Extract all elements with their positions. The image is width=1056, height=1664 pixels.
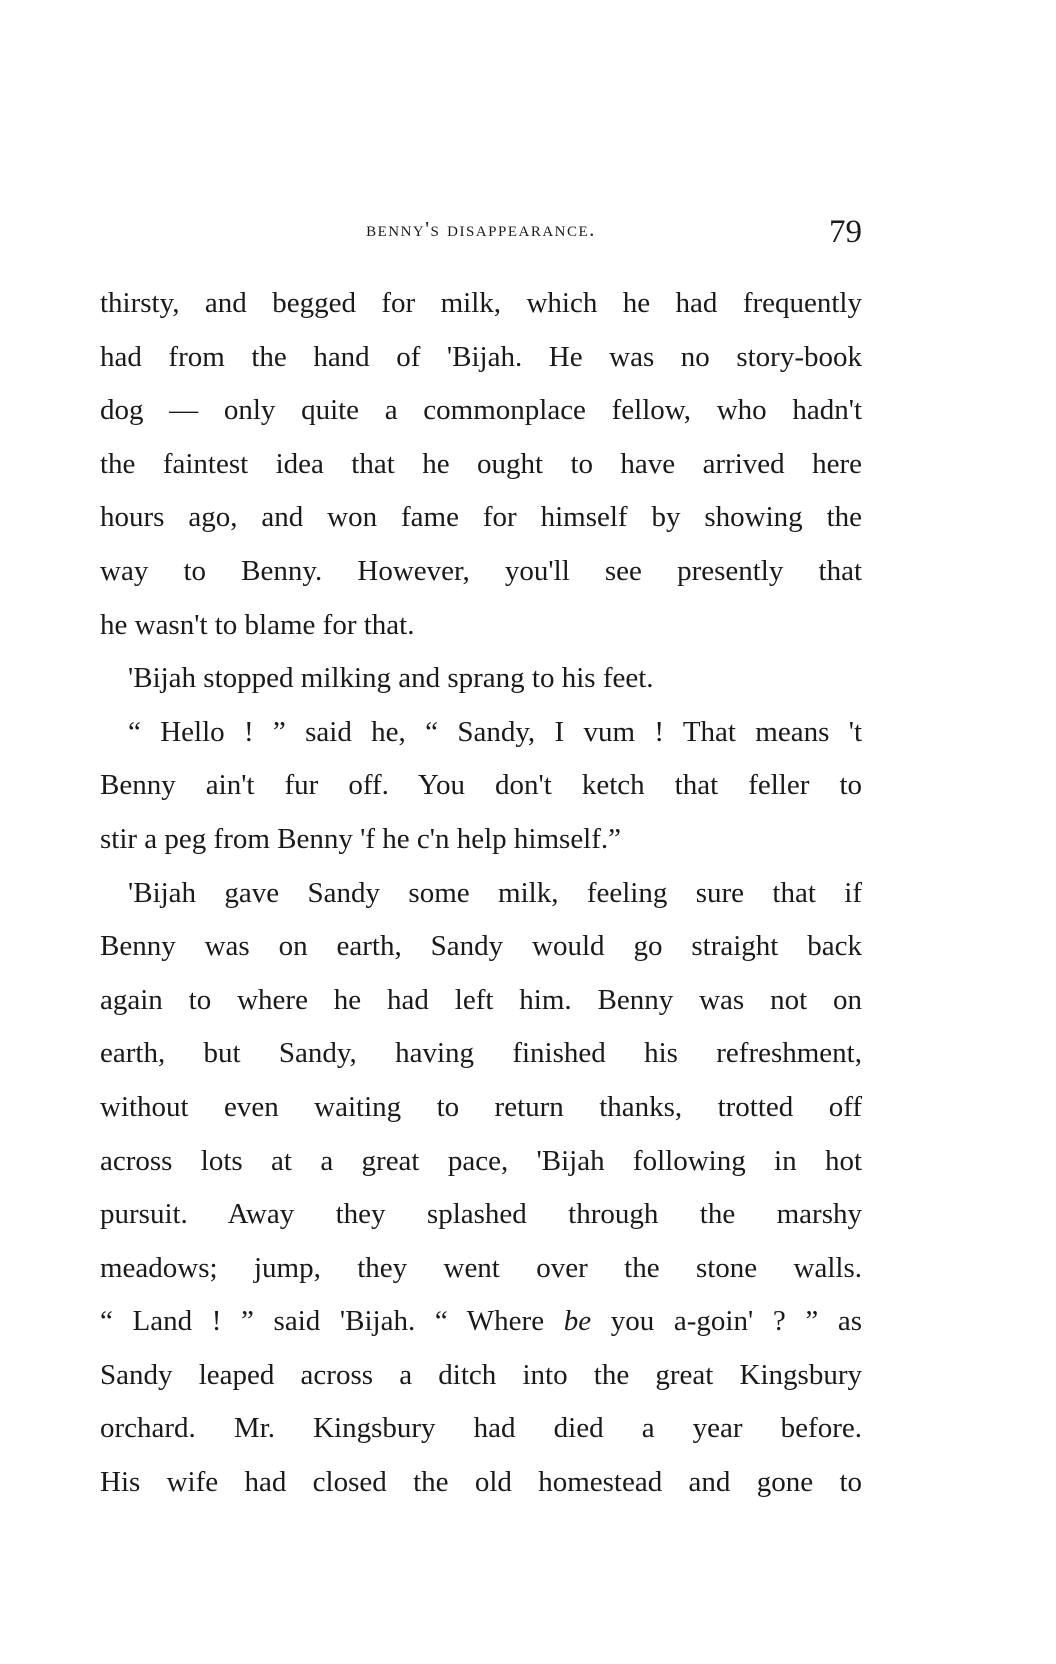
text-line: His wife had closed the old homestead and gone to [100, 1466, 862, 1499]
text-line-with-italic [100, 1295, 862, 1349]
text-line: 'Bijah stopped milking and sprang to his feet. [128, 662, 654, 695]
text-line: across lots at a great pace, 'Bijah following in hot [100, 1144, 862, 1177]
text-line: 'Bijah gave Sandy some milk, feeling sure that if [128, 876, 862, 909]
text-line: thirsty, and begged for milk, which he had frequently [100, 287, 862, 319]
text-line: hours ago, and won fame for himself by showing the [100, 501, 862, 534]
text-line: orchard. Mr. Kingsbury had died a year before. [100, 1412, 862, 1445]
text-line: pursuit. Away they splashed through the marshy [100, 1198, 862, 1231]
text-line: meadows; jump, they went over the stone walls. [100, 1251, 862, 1284]
text-line: Sandy leaped across a ditch into the great Kingsbury [100, 1358, 862, 1391]
text-fragment: you a-goin' ? ” as [591, 1305, 863, 1338]
text-line: again to where he had left him. Benny was not on [100, 983, 862, 1016]
text-line: Benny was on earth, Sandy would go straight back [100, 930, 862, 963]
running-head [100, 212, 862, 260]
text-line: without even waiting to return thanks, trotted off [100, 1090, 862, 1123]
body-text [100, 277, 862, 1510]
text-fragment: “ Land ! ” said 'Bijah. “ Where [100, 1305, 564, 1338]
text-line: Benny ain't fur off. You don't ketch that feller to [100, 769, 862, 802]
text-line: had from the hand of 'Bijah. He was no story-book [100, 340, 862, 373]
text-line: the faintest idea that he ought to have arrived here [100, 447, 862, 480]
text-line: dog — only quite a commonplace fellow, who hadn't [100, 394, 862, 427]
text-line: “ Hello ! ” said he, “ Sandy, I vum ! That means 't [128, 715, 862, 748]
page-number: 79 [829, 214, 862, 250]
text-line: way to Benny. However, you'll see presently that [100, 554, 862, 587]
running-title: benny's disappearance. [366, 217, 596, 241]
text-line: stir a peg from Benny 'f he c'n help himself.” [100, 822, 622, 855]
text-line: he wasn't to blame for that. [100, 608, 415, 641]
text-line: earth, but Sandy, having finished his refreshment, [100, 1037, 862, 1070]
italic-word: be [563, 1305, 592, 1338]
